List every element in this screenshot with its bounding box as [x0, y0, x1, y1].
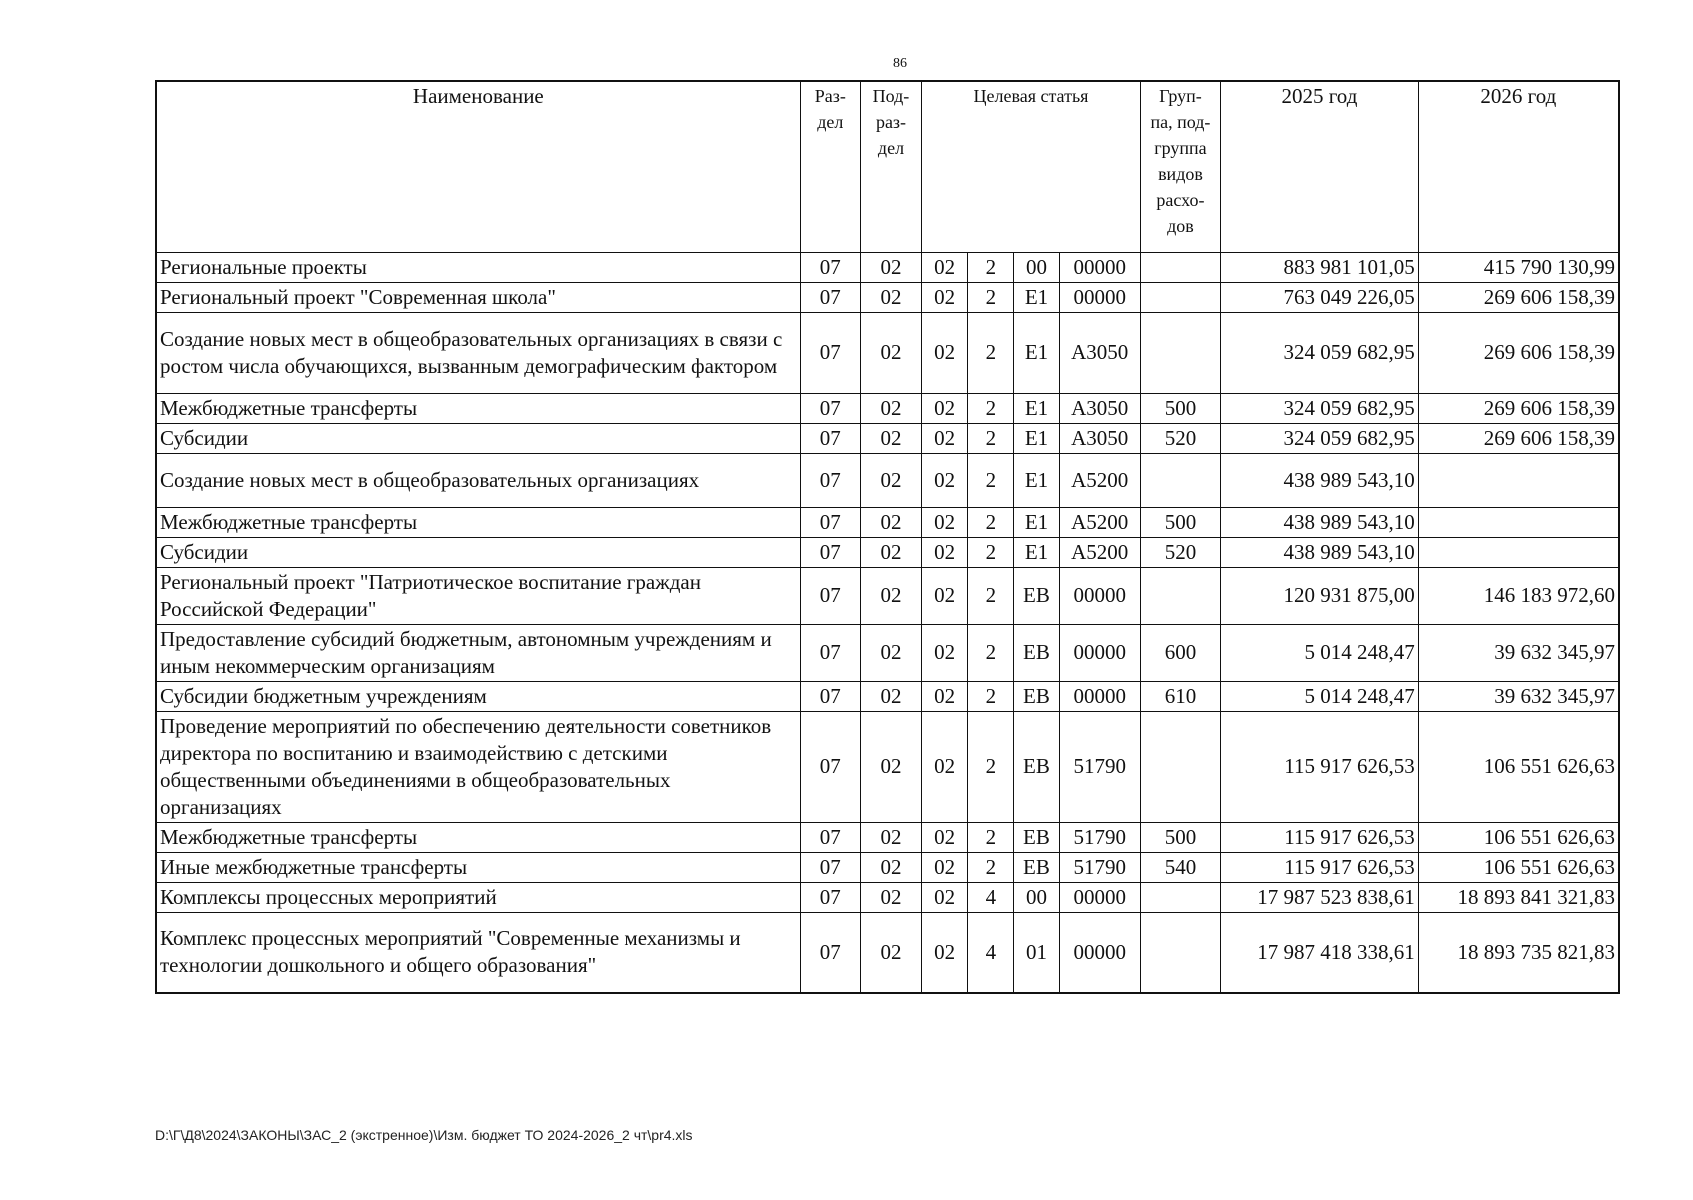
row-target-2: 2 [968, 453, 1014, 507]
table-row [156, 312, 1619, 393]
row-podrazdel: 02 [860, 567, 921, 624]
row-target-2: 2 [968, 624, 1014, 681]
row-podrazdel: 02 [860, 852, 921, 882]
row-target-3: 00 [1014, 252, 1059, 282]
row-podrazdel: 02 [860, 882, 921, 912]
row-target-2: 4 [968, 912, 1014, 993]
row-target-3: E1 [1014, 393, 1059, 423]
row-name: Региональный проект "Патриотическое воспитание граждан Российской Федерации" [156, 567, 800, 624]
row-target-1: 02 [922, 282, 968, 312]
row-value-2026: 146 183 972,60 [1418, 567, 1619, 624]
table-row [156, 423, 1619, 453]
row-target-2: 2 [968, 282, 1014, 312]
row-target-2: 2 [968, 681, 1014, 711]
table-row [156, 507, 1619, 537]
row-name: Субсидии бюджетным учреждениям [156, 681, 800, 711]
row-group: 500 [1140, 507, 1220, 537]
row-group: 520 [1140, 423, 1220, 453]
row-target-1: 02 [922, 912, 968, 993]
row-value-2026 [1418, 507, 1619, 537]
header-podrazdel-text: Под- раз- дел [872, 86, 910, 158]
table-row [156, 882, 1619, 912]
table-row [156, 912, 1619, 993]
row-name: Субсидии [156, 537, 800, 567]
row-name: Иные межбюджетные трансферты [156, 852, 800, 882]
table-row [156, 537, 1619, 567]
row-target-4: A5200 [1059, 453, 1140, 507]
row-value-2025: 115 917 626,53 [1221, 822, 1419, 852]
row-target-4: A3050 [1059, 393, 1140, 423]
row-group [1140, 711, 1220, 822]
row-podrazdel: 02 [860, 624, 921, 681]
row-podrazdel: 02 [860, 312, 921, 393]
row-group [1140, 252, 1220, 282]
table-row [156, 252, 1619, 282]
row-target-3: E1 [1014, 537, 1059, 567]
row-value-2026: 106 551 626,63 [1418, 822, 1619, 852]
row-value-2026: 269 606 158,39 [1418, 423, 1619, 453]
row-target-2: 4 [968, 882, 1014, 912]
row-target-4: 00000 [1059, 624, 1140, 681]
row-value-2025: 324 059 682,95 [1221, 312, 1419, 393]
row-group [1140, 567, 1220, 624]
row-target-1: 02 [922, 681, 968, 711]
table-row [156, 393, 1619, 423]
row-value-2025: 115 917 626,53 [1221, 852, 1419, 882]
row-value-2026: 39 632 345,97 [1418, 681, 1619, 711]
header-row [156, 81, 1619, 252]
row-value-2026: 106 551 626,63 [1418, 711, 1619, 822]
row-podrazdel: 02 [860, 537, 921, 567]
row-razdel: 07 [800, 711, 860, 822]
budget-table [155, 80, 1620, 994]
row-target-2: 2 [968, 252, 1014, 282]
row-target-4: 51790 [1059, 711, 1140, 822]
row-podrazdel: 02 [860, 822, 921, 852]
row-razdel: 07 [800, 423, 860, 453]
row-target-1: 02 [922, 507, 968, 537]
row-razdel: 07 [800, 882, 860, 912]
table-row [156, 681, 1619, 711]
row-group: 540 [1140, 852, 1220, 882]
row-target-2: 2 [968, 852, 1014, 882]
row-target-3: EB [1014, 567, 1059, 624]
row-target-1: 02 [922, 393, 968, 423]
row-name: Предоставление субсидий бюджетным, автономным учреждениям и иным некоммерческим организациям [156, 624, 800, 681]
row-target-1: 02 [922, 423, 968, 453]
row-podrazdel: 02 [860, 282, 921, 312]
row-value-2026: 106 551 626,63 [1418, 852, 1619, 882]
row-value-2026 [1418, 453, 1619, 507]
row-group [1140, 912, 1220, 993]
row-group: 500 [1140, 393, 1220, 423]
row-group: 500 [1140, 822, 1220, 852]
row-value-2025: 763 049 226,05 [1221, 282, 1419, 312]
row-target-1: 02 [922, 624, 968, 681]
row-name: Создание новых мест в общеобразовательных организациях [156, 453, 800, 507]
header-group-text: Груп- па, под- группа видов расхо- дов [1150, 86, 1211, 236]
row-razdel: 07 [800, 537, 860, 567]
row-value-2026: 415 790 130,99 [1418, 252, 1619, 282]
row-name: Региональные проекты [156, 252, 800, 282]
row-target-3: EB [1014, 681, 1059, 711]
row-target-3: E1 [1014, 453, 1059, 507]
row-name: Региональный проект "Современная школа" [156, 282, 800, 312]
row-target-4: 00000 [1059, 282, 1140, 312]
row-target-3: EB [1014, 624, 1059, 681]
row-target-2: 2 [968, 537, 1014, 567]
header-target: Целевая статья [922, 81, 1141, 252]
row-razdel: 07 [800, 252, 860, 282]
row-name: Создание новых мест в общеобразовательных организациях в связи с ростом числа обучающихся, вызванным демографическим фактором [156, 312, 800, 393]
row-target-2: 2 [968, 567, 1014, 624]
row-name: Комплексы процессных мероприятий [156, 882, 800, 912]
row-target-1: 02 [922, 567, 968, 624]
row-value-2026: 39 632 345,97 [1418, 624, 1619, 681]
row-razdel: 07 [800, 312, 860, 393]
row-podrazdel: 02 [860, 423, 921, 453]
row-target-1: 02 [922, 882, 968, 912]
row-razdel: 07 [800, 624, 860, 681]
header-podrazdel [860, 81, 921, 252]
row-target-2: 2 [968, 822, 1014, 852]
row-group [1140, 882, 1220, 912]
row-razdel: 07 [800, 567, 860, 624]
row-target-4: A5200 [1059, 507, 1140, 537]
row-target-3: E1 [1014, 423, 1059, 453]
row-name: Межбюджетные трансферты [156, 822, 800, 852]
row-value-2025: 17 987 418 338,61 [1221, 912, 1419, 993]
row-razdel: 07 [800, 681, 860, 711]
row-target-2: 2 [968, 423, 1014, 453]
row-value-2026: 269 606 158,39 [1418, 393, 1619, 423]
header-razdel-text: Раз- дел [814, 86, 846, 132]
row-group [1140, 453, 1220, 507]
row-target-1: 02 [922, 852, 968, 882]
row-target-3: E1 [1014, 507, 1059, 537]
header-2026: 2026 год [1418, 81, 1619, 252]
row-value-2025: 324 059 682,95 [1221, 423, 1419, 453]
row-target-4: 00000 [1059, 912, 1140, 993]
row-podrazdel: 02 [860, 681, 921, 711]
row-target-1: 02 [922, 537, 968, 567]
row-value-2025: 438 989 543,10 [1221, 453, 1419, 507]
table-row [156, 822, 1619, 852]
row-group [1140, 312, 1220, 393]
row-target-1: 02 [922, 822, 968, 852]
row-target-4: 00000 [1059, 567, 1140, 624]
row-podrazdel: 02 [860, 912, 921, 993]
row-value-2026: 269 606 158,39 [1418, 282, 1619, 312]
row-razdel: 07 [800, 822, 860, 852]
row-value-2025: 17 987 523 838,61 [1221, 882, 1419, 912]
row-target-3: E1 [1014, 312, 1059, 393]
row-target-3: E1 [1014, 282, 1059, 312]
row-value-2025: 324 059 682,95 [1221, 393, 1419, 423]
row-razdel: 07 [800, 453, 860, 507]
table-row [156, 453, 1619, 507]
header-2025: 2025 год [1221, 81, 1419, 252]
table-row [156, 282, 1619, 312]
row-target-3: 01 [1014, 912, 1059, 993]
row-value-2025: 438 989 543,10 [1221, 537, 1419, 567]
row-value-2025: 120 931 875,00 [1221, 567, 1419, 624]
row-target-4: 00000 [1059, 882, 1140, 912]
row-target-1: 02 [922, 711, 968, 822]
row-razdel: 07 [800, 282, 860, 312]
table-row [156, 624, 1619, 681]
row-value-2025: 438 989 543,10 [1221, 507, 1419, 537]
row-target-3: 00 [1014, 882, 1059, 912]
row-target-1: 02 [922, 252, 968, 282]
header-name: Наименование [156, 81, 800, 252]
row-target-3: EB [1014, 852, 1059, 882]
row-razdel: 07 [800, 912, 860, 993]
row-value-2026: 18 893 735 821,83 [1418, 912, 1619, 993]
header-group [1140, 81, 1220, 252]
row-group: 610 [1140, 681, 1220, 711]
row-podrazdel: 02 [860, 393, 921, 423]
row-value-2025: 5 014 248,47 [1221, 624, 1419, 681]
row-target-2: 2 [968, 393, 1014, 423]
row-target-4: 51790 [1059, 822, 1140, 852]
row-value-2025: 5 014 248,47 [1221, 681, 1419, 711]
row-target-4: 00000 [1059, 681, 1140, 711]
row-value-2026: 18 893 841 321,83 [1418, 882, 1619, 912]
row-podrazdel: 02 [860, 453, 921, 507]
row-group: 520 [1140, 537, 1220, 567]
row-razdel: 07 [800, 507, 860, 537]
row-target-4: A3050 [1059, 423, 1140, 453]
row-target-2: 2 [968, 312, 1014, 393]
row-target-4: A3050 [1059, 312, 1140, 393]
row-target-4: A5200 [1059, 537, 1140, 567]
row-target-3: EB [1014, 711, 1059, 822]
row-podrazdel: 02 [860, 507, 921, 537]
table-row [156, 567, 1619, 624]
page-number: 86 [893, 56, 907, 71]
row-value-2026 [1418, 537, 1619, 567]
row-name: Проведение мероприятий по обеспечению деятельности советников директора по воспитанию и взаимодействию с детскими общественными объединениями в общеобразовательных организациях [156, 711, 800, 822]
table-row [156, 711, 1619, 822]
table-row [156, 852, 1619, 882]
row-target-2: 2 [968, 507, 1014, 537]
row-target-1: 02 [922, 453, 968, 507]
row-name: Межбюджетные трансферты [156, 507, 800, 537]
row-target-4: 51790 [1059, 852, 1140, 882]
row-podrazdel: 02 [860, 711, 921, 822]
row-name: Субсидии [156, 423, 800, 453]
row-value-2026: 269 606 158,39 [1418, 312, 1619, 393]
row-razdel: 07 [800, 852, 860, 882]
row-name: Комплекс процессных мероприятий "Современные механизмы и технологии дошкольного и общего образования" [156, 912, 800, 993]
row-target-2: 2 [968, 711, 1014, 822]
header-razdel [800, 81, 860, 252]
row-target-1: 02 [922, 312, 968, 393]
row-value-2025: 883 981 101,05 [1221, 252, 1419, 282]
file-path-footer: D:\Г\Д8\2024\ЗАКОНЫ\ЗАС_2 (экстренное)\Изм. бюджет ТО 2024-2026_2 чт\pr4.xls [155, 1127, 693, 1143]
row-name: Межбюджетные трансферты [156, 393, 800, 423]
row-value-2025: 115 917 626,53 [1221, 711, 1419, 822]
row-group [1140, 282, 1220, 312]
row-target-4: 00000 [1059, 252, 1140, 282]
row-group: 600 [1140, 624, 1220, 681]
row-target-3: EB [1014, 822, 1059, 852]
row-podrazdel: 02 [860, 252, 921, 282]
row-razdel: 07 [800, 393, 860, 423]
